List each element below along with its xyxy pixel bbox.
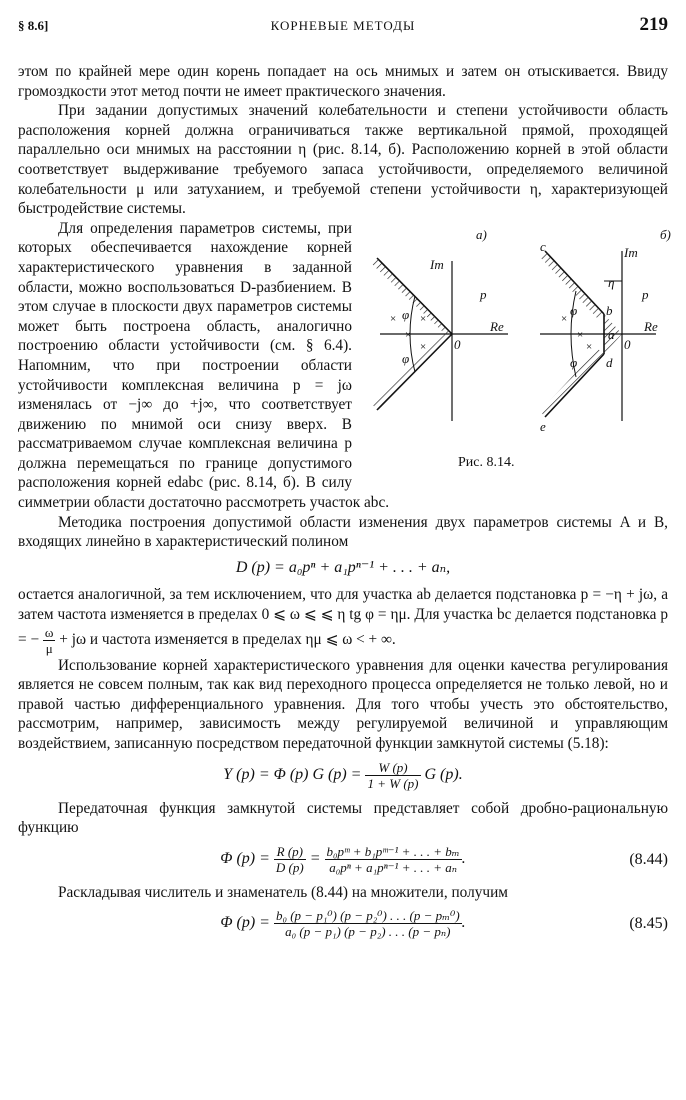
- point-c-label: c: [540, 238, 546, 254]
- figure-caption: Рис. 8.14.: [458, 454, 515, 470]
- re-label-b: Re: [644, 318, 658, 334]
- point-e-label: e: [540, 418, 546, 434]
- panel-a-label: а): [476, 226, 487, 242]
- eq45-number: (8.45): [629, 915, 668, 933]
- eq44-f1-den: D (p): [275, 859, 304, 875]
- eq-y-left: Y (p) = Φ (p) G (p) =: [223, 765, 362, 783]
- point-a-label: a: [608, 326, 615, 342]
- phi-label-a2: φ: [402, 350, 410, 366]
- phi-label-a1: φ: [402, 306, 410, 322]
- eq44-f2-den: a₀pⁿ + a₁pⁿ⁻¹ + . . . + aₙ: [329, 859, 458, 875]
- eq44-end: .: [461, 849, 466, 867]
- eq45-den: a₀ (p − p₁) (p − p₂) . . . (p − pₙ): [285, 924, 451, 940]
- paragraph-1: этом по крайней мере один корень попадает на ось мнимых и затем он отыскивается. Ввиду громоздкости этот метод почти не имеет практического значения.: [18, 63, 668, 100]
- inline-fraction: [43, 625, 56, 656]
- paragraph-4: Методика построения допустимой области изменения двух параметров системы A и B, входящих линейно в характеристический полином: [18, 513, 668, 551]
- page-header: [18, 14, 668, 38]
- root-mark: ×: [390, 312, 397, 325]
- eq44-equals: =: [309, 849, 321, 867]
- panel-a: [372, 258, 508, 421]
- eq-y-fraction: [365, 760, 420, 791]
- eq44-left: Φ (p) =: [220, 849, 270, 867]
- equation-polynomial-text: D (p) = a₀pⁿ + a₁pⁿ⁻¹ + . . . + aₙ,: [235, 558, 451, 576]
- root-mark: ×: [586, 340, 593, 353]
- paragraph-3: Для определения параметров системы, при которых обеспечивается нахождение корней характеристического уравнения в заданной области, можно воспользоваться D-разбиением. В этом случае в плоскости двух параметров системы может быть построена область, аналогично построению области устойчивости (см. § 6.4). Напомним, что при построении области устойчивости комплексная величина p = jω изменялась от −j∞ до +j∞, что соответствует движению по мнимой оси снизу вверх. В рассматриваемом случае комплексная величина p должна перемещаться по границе допустимого расположения корней edabc (рис. 8.14, б). В силу симметрии области достаточно рассмотреть участок abc.: [18, 219, 390, 512]
- eq44-fraction-2: [325, 844, 462, 875]
- paragraph-5: [18, 585, 668, 655]
- eq-y-den: 1 + W (p): [367, 775, 419, 791]
- paragraph-7: Передаточная функция замкнутой системы представляет собой дробно-рациональную функцию: [18, 799, 668, 837]
- equation-8-45: [18, 908, 668, 939]
- root-mark: ×: [405, 328, 412, 341]
- paragraph-6: Использование корней характеристического уравнения для оценки качества регулирования является не совсем полным, так как вид переходного процесса определяется не только левой, но и правой частью дифференциального уравнения. Для того чтобы учесть это обстоятельство, рассмотрим, например, зависимость между регулируемой величиной и управляющим воздействием, записанную посредством передаточной функции замкнутой системы (5.18):: [18, 656, 668, 752]
- phi-label-b1: φ: [570, 302, 578, 318]
- eq-y-right: G (p).: [424, 765, 463, 783]
- eq45-num: b₀ (p − p₁⁰) (p − p₂⁰) . . . (p − pₘ⁰): [275, 908, 460, 924]
- paragraph-8: Раскладывая числитель и знаменатель (8.44) на множители, получим: [58, 883, 508, 901]
- im-label-a: Im: [430, 256, 444, 272]
- phi-label-b2: φ: [570, 354, 578, 370]
- point-b-label: b: [606, 302, 613, 318]
- im-label-b: Im: [624, 244, 638, 260]
- running-title: КОРНЕВЫЕ МЕТОДЫ: [270, 18, 416, 33]
- figure-8-14: [360, 221, 680, 489]
- paragraph-2: [18, 101, 668, 219]
- p-label-a: p: [480, 286, 487, 302]
- panel-b: [540, 251, 656, 421]
- fraction-numerator: ω: [44, 624, 54, 640]
- paragraph-2-text: При задании допустимых значений колебательности и степени устойчивости область расположения корней должна ограничиваться также вертикальной прямой, проходящей параллельно оси мнимых на расстоянии η (рис. 8.14, б). Расположению корней в этой области соответствует выдерживание требуемого запаса устойчивости, определяемого величиной колебательности μ или затуханием, и требуемой степени устойчивости η, характеризующей быстродействие системы.: [18, 102, 668, 218]
- origin-label-a: 0: [454, 336, 461, 352]
- eq45-left: Φ (p) =: [220, 914, 270, 932]
- re-label-a: Re: [490, 318, 504, 334]
- eq44-f1-num: R (p): [274, 844, 306, 860]
- paragraph-5a: остается аналогичной, за тем исключением, что для участка ab делается подстановка p = −η + jω, а затем частота изменяется в пределах 0 ⩽ ω ⩽ ⩽ η tg φ = ημ. Для участка bc делается подстановка p = −: [18, 586, 668, 648]
- page-number: 219: [639, 14, 668, 35]
- page-body: [18, 62, 671, 947]
- eq45-end: .: [461, 914, 466, 932]
- panel-b-label: б): [660, 226, 671, 242]
- p-label-b: p: [642, 286, 649, 302]
- root-mark: ×: [420, 312, 427, 325]
- eta-label: η: [608, 274, 615, 290]
- point-d-label: d: [606, 354, 613, 370]
- equation-8-44: [18, 844, 668, 875]
- fraction-denominator: μ: [45, 640, 53, 656]
- root-mark: ×: [561, 312, 568, 325]
- section-ref: § 8.6]: [18, 18, 49, 33]
- paragraph-5b: + jω и частота изменяется в пределах ημ ⩽ ω < + ∞.: [59, 630, 396, 648]
- root-mark: ×: [577, 328, 584, 341]
- eq44-fraction-1: [274, 844, 306, 875]
- eq44-number: (8.44): [629, 850, 668, 868]
- equation-polynomial: [18, 558, 668, 578]
- eq44-f2-num: b₀pᵐ + b₁pᵐ⁻¹ + . . . + bₘ: [326, 843, 460, 859]
- equation-closed-loop: [18, 760, 668, 791]
- eq45-fraction: [274, 908, 462, 939]
- hatch-lower-a: [372, 334, 452, 410]
- root-mark: ×: [420, 340, 427, 353]
- origin-label-b: 0: [624, 336, 631, 352]
- eq-y-num: W (p): [365, 760, 420, 776]
